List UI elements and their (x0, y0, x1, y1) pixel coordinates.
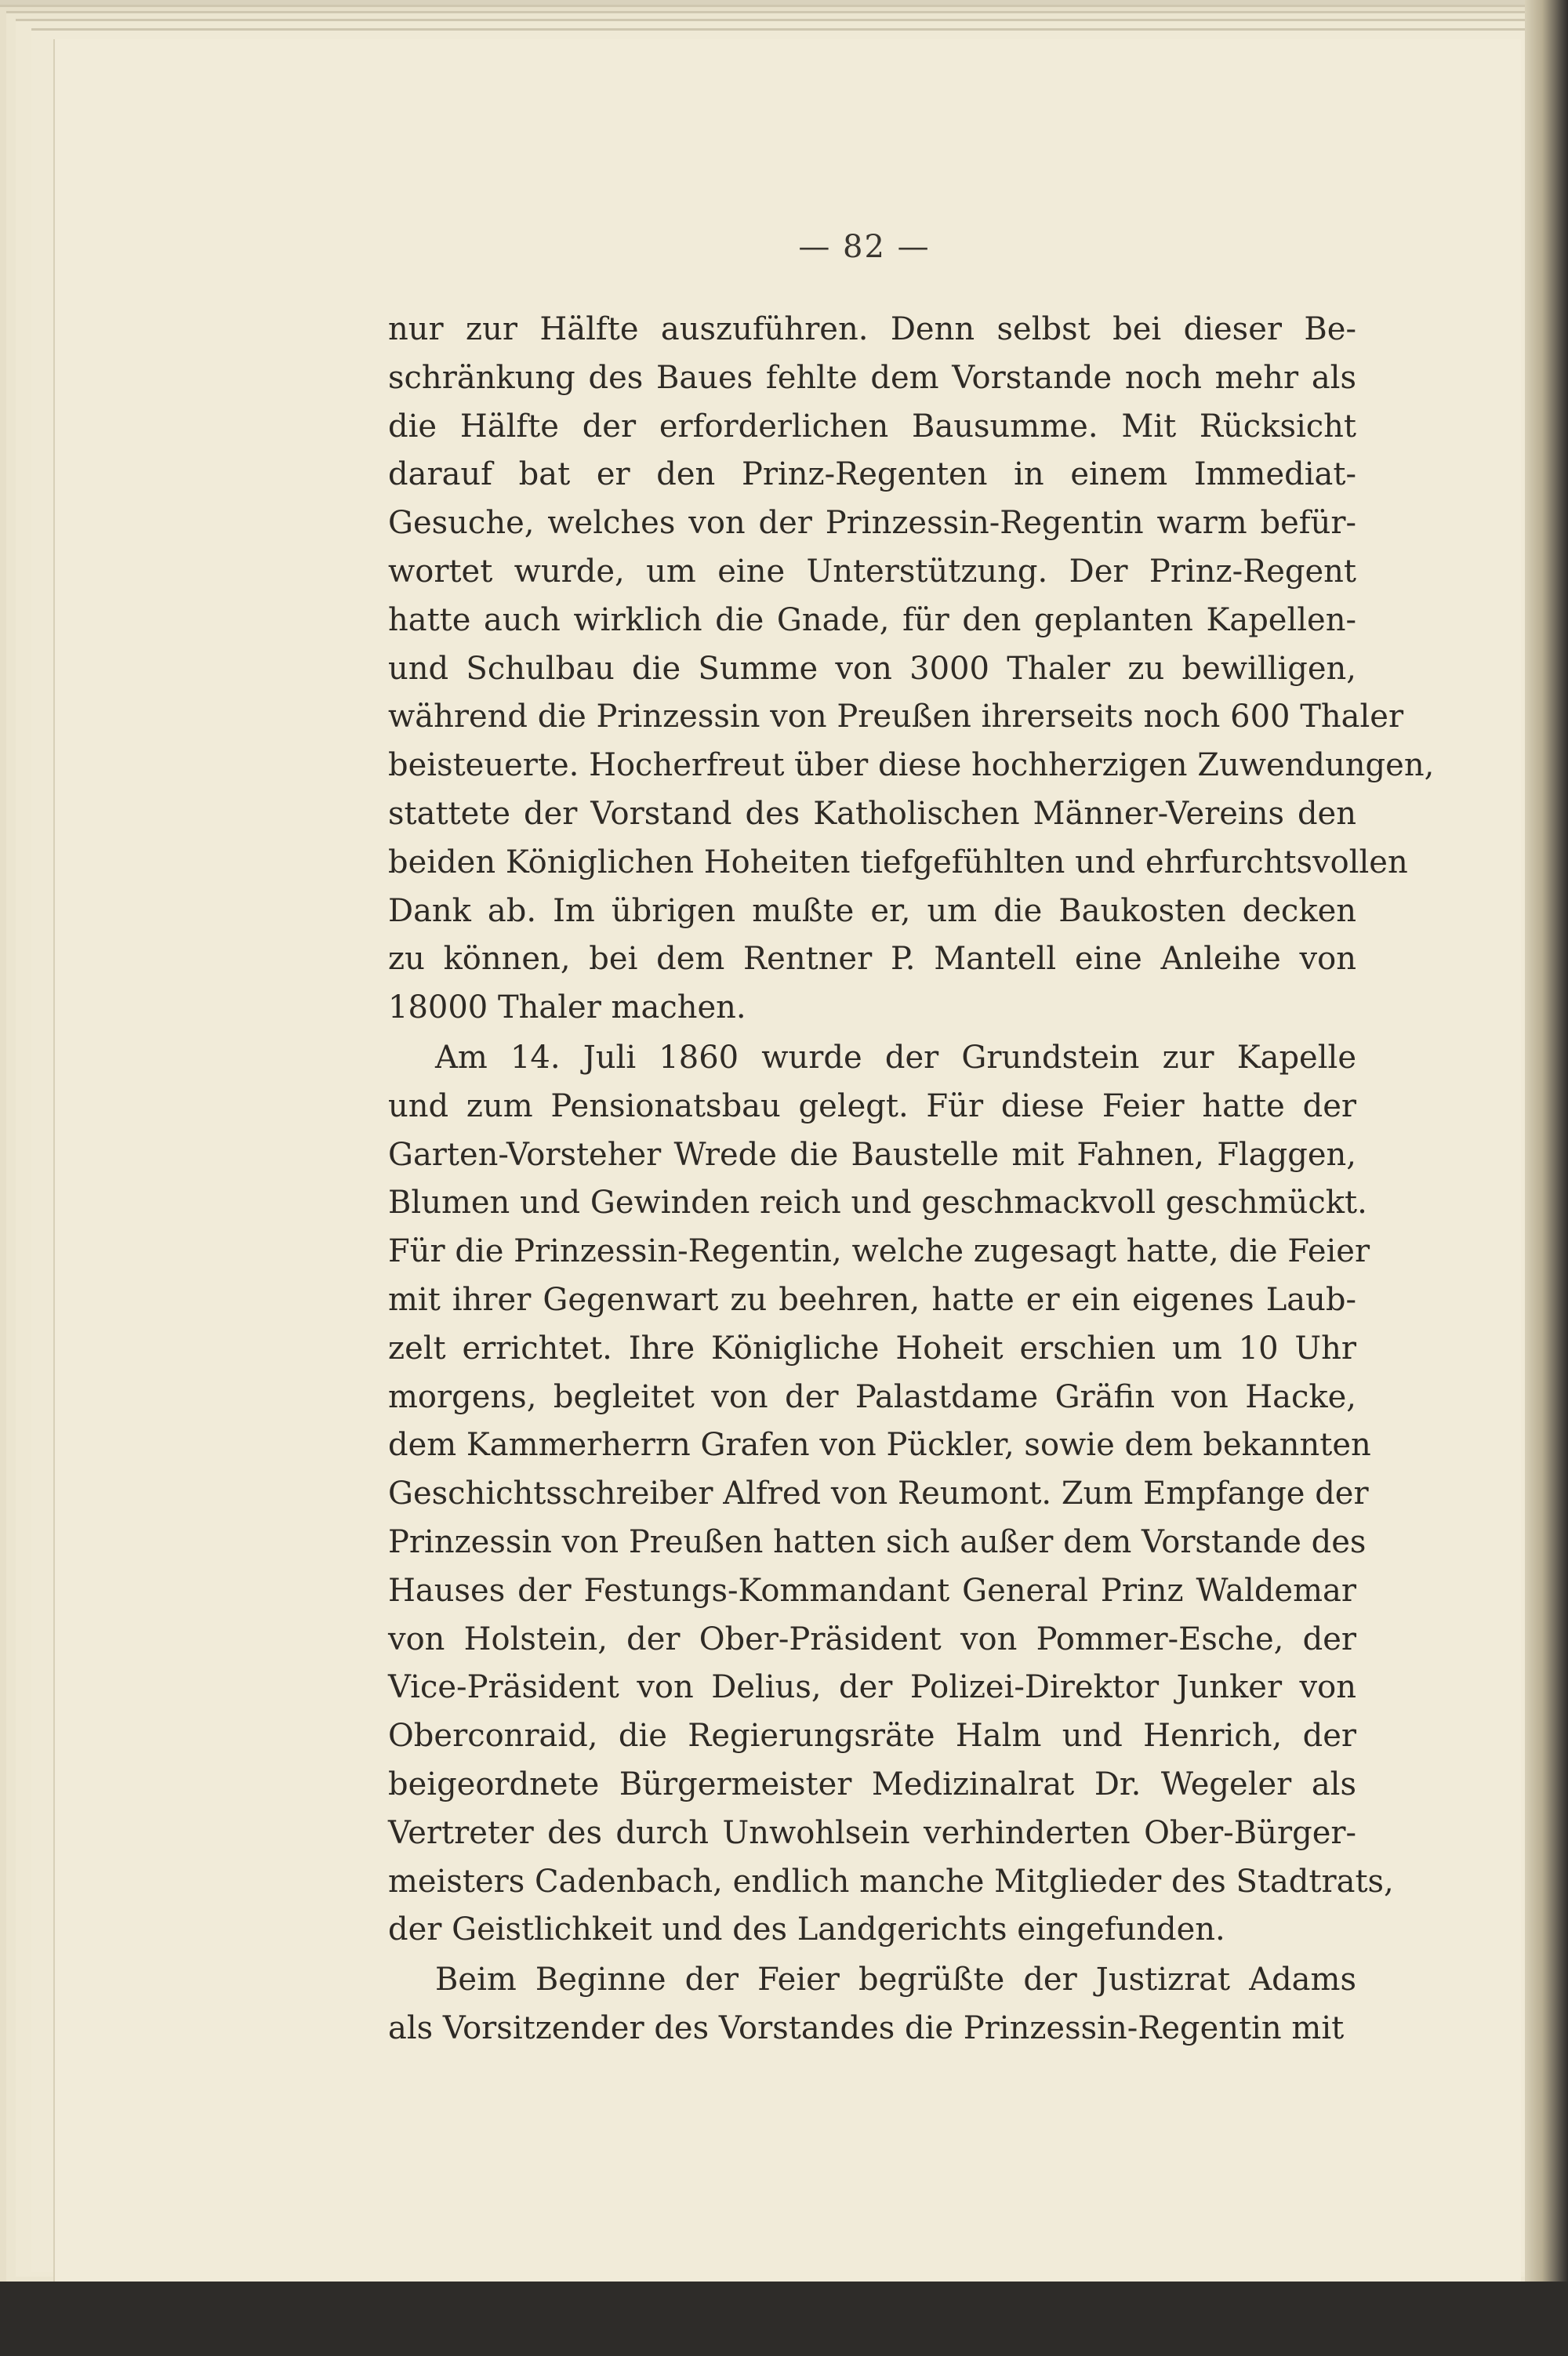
text-line: schränkung des Baues fehlte dem Vorstande noch mehr als (388, 359, 1356, 396)
text-line: als Vorsitzender des Vorstandes die Prinzessin-Regentin mit (388, 2009, 1345, 2046)
text-line: Vertreter des durch Unwohlsein verhinderten Ober-Bürger- (388, 1814, 1356, 1851)
text-line: Am 14. Juli 1860 wurde der Grundstein zur Kapelle (435, 1039, 1356, 1076)
text-line: und Schulbau die Summe von 3000 Thaler zu bewilligen, (388, 650, 1356, 687)
text-line: die Hälfte der erforderlichen Bausumme. Mit Rücksicht (388, 408, 1356, 445)
text-line: zu können, bei dem Rentner P. Mantell eine Anleihe von (388, 941, 1356, 978)
text-line: mit ihrer Gegenwart zu beehren, hatte er ein eigenes Laub- (388, 1281, 1356, 1318)
text-line: hatte auch wirklich die Gnade, für den geplanten Kapellen- (388, 601, 1356, 638)
text-line: beisteuerte. Hocherfreut über diese hochherzigen Zuwendungen, (388, 747, 1435, 784)
text-line: während die Prinzessin von Preußen ihrerseits noch 600 Thaler (388, 699, 1404, 735)
text-line: stattete der Vorstand des Katholischen Männer-Vereins den (388, 795, 1356, 832)
text-line: Hauses der Festungs-Kommandant General Prinz Waldemar (388, 1572, 1356, 1609)
text-line: meisters Cadenbach, endlich manche Mitglieder des Stadtrats, (388, 1863, 1394, 1900)
paragraph (388, 1956, 1356, 2053)
book-binding (1525, 0, 1568, 2356)
text-line: Geschichtsschreiber Alfred von Reumont. Zum Empfange der (388, 1476, 1369, 1512)
text-line: Gesuche, welches von der Prinzessin-Regentin warm befür- (388, 505, 1356, 542)
text-line: zelt errichtet. Ihre Königliche Hoheit erschien um 10 Uhr (388, 1330, 1356, 1367)
text-line: Garten-Vorsteher Wrede die Baustelle mit Fahnen, Flaggen, (388, 1136, 1356, 1173)
text-line: morgens, begleitet von der Palastdame Gräfin von Hacke, (388, 1378, 1356, 1415)
text-line: dem Kammerherrn Grafen von Pückler, sowie dem bekannten (388, 1427, 1371, 1464)
body-text (388, 306, 1435, 2053)
text-line: und zum Pensionatsbau gelegt. Für diese Feier hatte der (388, 1087, 1356, 1124)
text-line: beigeordnete Bürgermeister Medizinalrat Dr. Wegeler als (388, 1766, 1356, 1802)
text-line: Vice-Präsident von Delius, der Polizei-Direktor Junker von (388, 1669, 1356, 1706)
text-line: der Geistlichkeit und des Landgerichts eingefunden. (388, 1911, 1225, 1948)
text-line: darauf bat er den Prinz-Regenten in einem Immediat- (388, 456, 1356, 493)
text-line: Dank ab. Im übrigen mußte er, um die Baukosten decken (388, 892, 1356, 929)
paragraph (388, 1034, 1394, 1955)
page-number: — 82 — (798, 229, 931, 265)
text-line: 18000 Thaler machen. (388, 989, 746, 1026)
text-line: von Holstein, der Ober-Präsident von Pommer-Esche, der (388, 1621, 1356, 1657)
text-line: Prinzessin von Preußen hatten sich außer dem Vorstande des (388, 1523, 1367, 1560)
text-line: beiden Königlichen Hoheiten tiefgefühlten und ehrfurchtsvollen (388, 844, 1408, 880)
paragraph (388, 306, 1435, 1033)
text-line: Für die Prinzessin-Regentin, welche zugesagt hatte, die Feier (388, 1233, 1370, 1270)
scan-background (0, 2282, 1568, 2356)
text-line: wortet wurde, um eine Unterstützung. Der Prinz-Regent (388, 553, 1356, 590)
text-line: nur zur Hälfte auszuführen. Denn selbst bei dieser Be- (388, 311, 1356, 347)
text-line: Blumen und Gewinden reich und geschmackvoll geschmückt. (388, 1185, 1367, 1222)
text-line: Oberconraid, die Regierungsräte Halm und Henrich, der (388, 1718, 1356, 1755)
text-line: Beim Beginne der Feier begrüßte der Justizrat Adams (435, 1962, 1356, 1998)
